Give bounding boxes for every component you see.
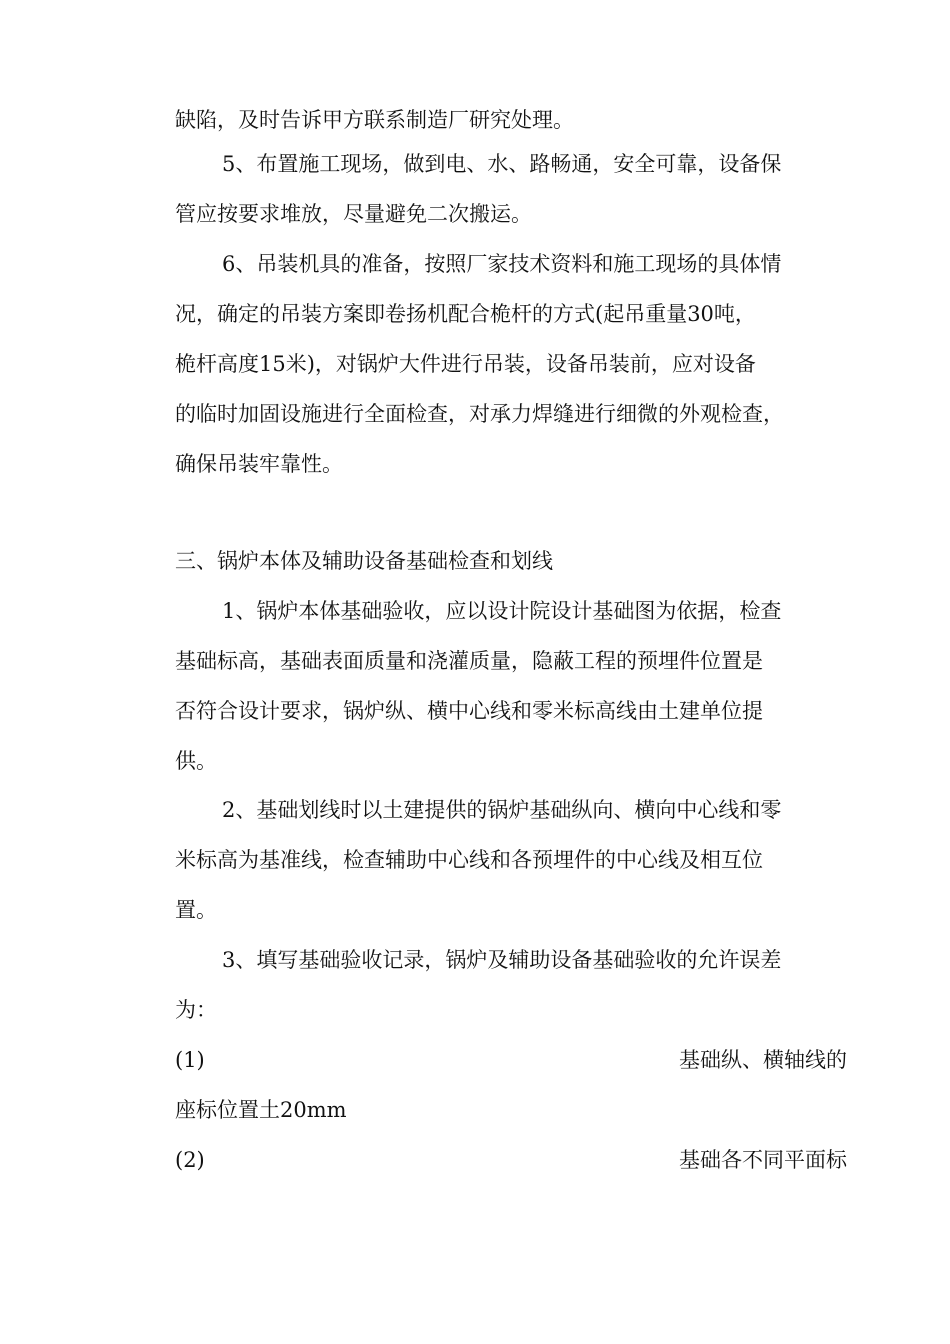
paragraph-line: 置。 [175, 898, 217, 922]
paragraph-line: 1、锅炉本体基础验收，应以设计院设计基础图为依据，检查 [222, 599, 782, 623]
paragraph-line: 确保吊装牢靠性。 [175, 452, 343, 476]
paragraph-line: 基础标高，基础表面质量和浇灌质量，隐蔽工程的预埋件位置是 [175, 649, 763, 673]
paragraph-line: 米标高为基准线，检查辅助中心线和各预埋件的中心线及相互位 [175, 848, 763, 872]
list-item-text: 基础纵、横轴线的 [679, 1048, 847, 1072]
list-item [175, 1147, 847, 1173]
list-item-number: (1) [175, 1048, 205, 1072]
paragraph-line: 6、吊装机具的准备，按照厂家技术资料和施工现场的具体情 [222, 252, 782, 276]
paragraph-line: 缺陷，及时告诉甲方联系制造厂研究处理。 [175, 108, 574, 132]
paragraph-line: 为： [175, 998, 217, 1022]
paragraph-line: 否符合设计要求，锅炉纵、横中心线和零米标高线由土建单位提 [175, 699, 763, 723]
list-item [175, 1047, 847, 1073]
paragraph-line: 2、基础划线时以土建提供的锅炉基础纵向、横向中心线和零 [222, 798, 782, 822]
paragraph-line: 5、布置施工现场，做到电、水、路畅通，安全可靠，设备保 [222, 152, 782, 176]
paragraph-line: 的临时加固设施进行全面检查，对承力焊缝进行细微的外观检查， [175, 402, 784, 426]
paragraph-line: 管应按要求堆放，尽量避免二次搬运。 [175, 202, 532, 226]
list-item-text: 基础各不同平面标 [679, 1148, 847, 1172]
list-item-number: (2) [175, 1148, 205, 1172]
section-heading: 三、锅炉本体及辅助设备基础检查和划线 [175, 549, 553, 573]
paragraph-line: 3、填写基础验收记录，锅炉及辅助设备基础验收的允许误差 [222, 948, 782, 972]
paragraph-line: 座标位置土20mm [175, 1098, 347, 1122]
paragraph-line: 况，确定的吊装方案即卷扬机配合桅杆的方式(起吊重量30吨， [175, 302, 756, 326]
paragraph-line: 供。 [175, 749, 217, 773]
paragraph-line: 桅杆高度15米)，对锅炉大件进行吊装，设备吊装前，应对设备 [175, 352, 756, 376]
